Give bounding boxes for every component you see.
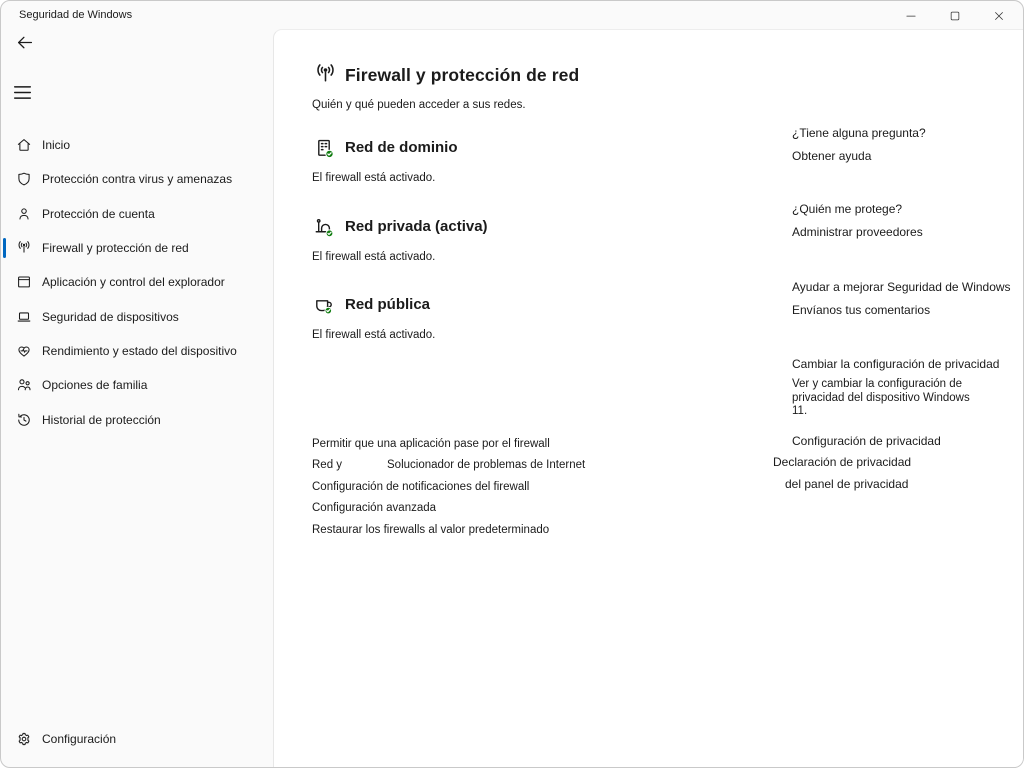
network-antenna-icon xyxy=(312,61,339,88)
aside-question-heading: ¿Tiene alguna pregunta? xyxy=(792,126,926,140)
network-prefix-text[interactable]: Red y xyxy=(312,459,343,471)
restore-firewalls-default-link[interactable]: Restaurar los firewalls al valor predeterminado xyxy=(312,524,550,536)
sidebar-item-seguridad-dispositivos[interactable] xyxy=(1,299,272,333)
network-troubleshooter-row xyxy=(312,459,586,471)
maximize-icon xyxy=(948,9,962,23)
close-icon xyxy=(992,9,1006,23)
private-network-status: El firewall está activado. xyxy=(312,251,436,263)
family-icon xyxy=(15,376,33,394)
aside-privacy-links xyxy=(773,431,1017,496)
person-icon xyxy=(15,205,33,223)
hamburger-icon xyxy=(12,83,33,102)
sidebar-item-aplicacion-explorador[interactable] xyxy=(1,265,272,299)
privacy-dashboard-link[interactable]: del panel de privacidad xyxy=(785,476,909,491)
manage-providers-link[interactable]: Administrar proveedores xyxy=(792,225,923,239)
sidebar-nav xyxy=(1,128,272,437)
gear-icon xyxy=(15,730,33,748)
main-panel xyxy=(273,29,1024,768)
sidebar-item-opciones-familia[interactable] xyxy=(1,368,272,402)
page-title: Firewall y protección de red xyxy=(345,65,580,85)
sidebar-item-inicio[interactable] xyxy=(1,128,272,162)
sidebar-item-label: Inicio xyxy=(42,138,71,153)
minimize-icon xyxy=(904,9,918,23)
sidebar-item-rendimiento[interactable] xyxy=(1,334,272,368)
browser-window-icon xyxy=(15,273,33,291)
aside-protect-heading: ¿Quién me protege? xyxy=(792,202,903,216)
minimize-button[interactable] xyxy=(889,1,933,31)
history-clock-icon xyxy=(15,411,33,429)
private-network-section xyxy=(312,215,732,275)
public-network-section xyxy=(312,293,732,353)
aside-improve-section xyxy=(792,280,1017,317)
back-arrow-icon xyxy=(14,32,36,54)
maximize-button[interactable] xyxy=(933,1,977,31)
sidebar-item-label: Firewall y protección de red xyxy=(42,241,189,256)
aside-improve-heading: Ayudar a mejorar Seguridad de Windows xyxy=(792,280,1011,294)
aside-privacy-section xyxy=(773,357,1017,495)
advanced-settings-link[interactable]: Configuración avanzada xyxy=(312,502,437,514)
shield-icon xyxy=(15,170,33,188)
public-network-status: El firewall está activado. xyxy=(312,329,436,341)
public-network-title[interactable]: Red pública xyxy=(345,296,431,313)
home-check-icon[interactable] xyxy=(312,215,336,239)
privacy-statement-link[interactable]: Declaración de privacidad xyxy=(773,455,912,469)
private-network-title[interactable]: Red privada (activa) xyxy=(345,218,488,235)
close-button[interactable] xyxy=(977,1,1021,31)
sidebar-item-proteccion-virus[interactable] xyxy=(1,162,272,196)
sidebar-item-label: Protección de cuenta xyxy=(42,206,155,221)
allow-app-through-firewall-link[interactable]: Permitir que una aplicación pase por el firewall xyxy=(312,438,550,450)
coffee-cup-check-icon[interactable] xyxy=(312,293,336,317)
laptop-icon xyxy=(15,308,33,326)
sidebar-item-label: Rendimiento y estado del dispositivo xyxy=(42,343,237,358)
sidebar-item-label: Seguridad de dispositivos xyxy=(42,309,179,324)
sidebar-item-label: Historial de protección xyxy=(42,412,161,427)
aside-privacy-heading: Cambiar la configuración de privacidad xyxy=(792,357,1000,371)
sidebar-footer-label: Configuración xyxy=(42,732,117,746)
back-button[interactable] xyxy=(14,32,38,54)
domain-network-section xyxy=(312,136,732,196)
domain-network-title[interactable]: Red de dominio xyxy=(345,139,458,156)
window-controls xyxy=(889,1,1021,31)
aside-question-section xyxy=(792,126,1017,163)
aside-privacy-body: Ver y cambiar la configuración de privacidad del dispositivo Windows 11. xyxy=(792,378,970,417)
network-antenna-icon xyxy=(15,239,33,257)
firewall-notification-settings-link[interactable]: Configuración de notificaciones del firewall xyxy=(312,481,530,493)
sidebar-item-label: Opciones de familia xyxy=(42,378,148,393)
office-building-check-icon[interactable] xyxy=(312,136,336,160)
menu-button[interactable] xyxy=(12,83,34,103)
privacy-settings-link[interactable]: Configuración de privacidad xyxy=(792,433,941,448)
send-feedback-link[interactable]: Envíanos tus comentarios xyxy=(792,303,931,317)
sidebar-item-historial[interactable] xyxy=(1,402,272,436)
sidebar-item-label: Protección contra virus y amenazas xyxy=(42,172,233,187)
sidebar-item-configuracion[interactable] xyxy=(1,722,272,756)
heart-pulse-icon xyxy=(15,342,33,360)
get-help-link[interactable]: Obtener ayuda xyxy=(792,149,872,163)
internet-troubleshooter-link[interactable]: Solucionador de problemas de Internet xyxy=(387,459,586,471)
page-subtitle: Quién y qué pueden acceder a sus redes. xyxy=(312,99,526,111)
home-icon xyxy=(15,136,33,154)
sidebar-item-firewall[interactable] xyxy=(1,231,272,265)
window-title: Seguridad de Windows xyxy=(19,9,133,21)
sidebar-item-proteccion-cuenta[interactable] xyxy=(1,197,272,231)
sidebar-item-label: Aplicación y control del explorador xyxy=(42,275,225,290)
domain-network-status: El firewall está activado. xyxy=(312,172,436,184)
aside-protect-section xyxy=(792,202,1017,239)
